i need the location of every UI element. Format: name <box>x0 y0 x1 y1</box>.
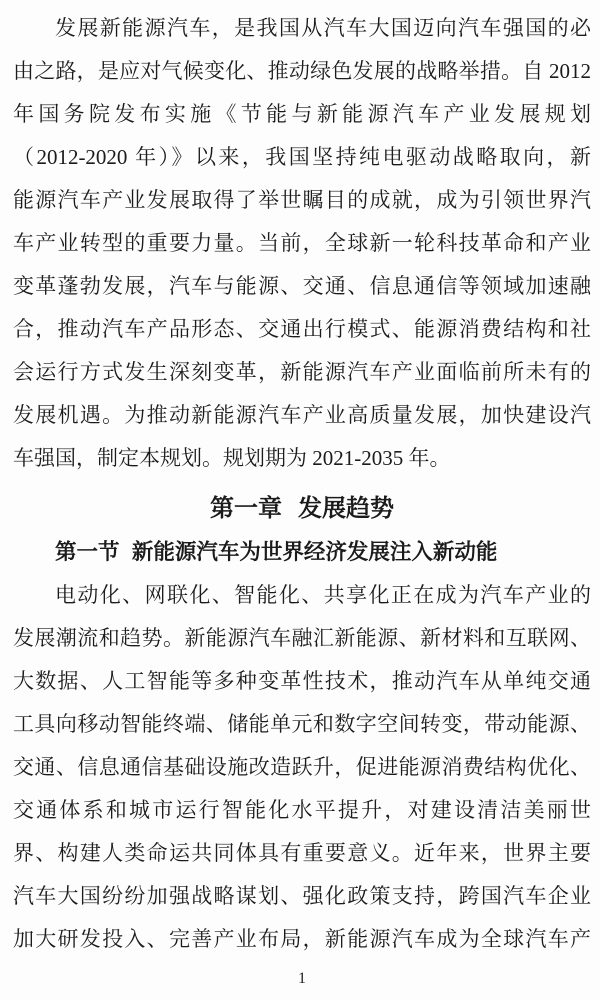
paragraph-line: 电动化、网联化、智能化、共享化正在成为汽车产业的 <box>55 583 591 607</box>
paragraph-line: 发展潮流和趋势。新能源汽车融汇新能源、新材料和互联网、 <box>13 626 591 650</box>
page-number: 1 <box>298 970 306 987</box>
paragraph-line: 合，推动汽车产品形态、交通出行模式、能源消费结构和社 <box>13 317 591 341</box>
paragraph-line: 年国务院发布实施《节能与新能源汽车产业发展规划 <box>13 102 591 126</box>
paragraph-intro <box>13 7 591 480</box>
paragraph-line: 发展新能源汽车，是我国从汽车大国迈向汽车强国的必 <box>55 16 591 40</box>
paragraph-line: 大数据、人工智能等多种变革性技术，推动汽车从单纯交通 <box>13 669 591 693</box>
chapter-heading: 第一章 发展趋势 <box>210 496 394 522</box>
paragraph-line: 能源汽车产业发展取得了举世瞩目的成就，成为引领世界汽 <box>13 188 591 212</box>
paragraph-line: 车强国，制定本规划。规划期为 2021-2035 年。 <box>13 446 451 470</box>
paragraph-line: （2012-2020 年）》以来，我国坚持纯电驱动战略取向，新 <box>13 145 591 169</box>
paragraph-line: 车产业转型的重要力量。当前，全球新一轮科技革命和产业 <box>13 231 591 255</box>
paragraph-line: 汽车大国纷纷加强战略谋划、强化政策支持，跨国汽车企业 <box>13 884 591 908</box>
paragraph-line: 变革蓬勃发展，汽车与能源、交通、信息通信等领域加速融 <box>13 274 591 298</box>
paragraph-line: 会运行方式发生深刻变革，新能源汽车产业面临前所未有的 <box>13 360 591 384</box>
paragraph-section-body <box>13 574 591 961</box>
paragraph-line: 工具向移动智能终端、储能单元和数字空间转变，带动能源、 <box>13 712 591 736</box>
paragraph-line: 交通、信息通信基础设施改造跃升，促进能源消费结构优化、 <box>13 755 591 779</box>
section-heading: 第一节 新能源汽车为世界经济发展注入新动能 <box>55 540 498 564</box>
paragraph-line: 由之路，是应对气候变化、推动绿色发展的战略举措。自 2012 <box>13 59 591 83</box>
paragraph-line: 界、构建人类命运共同体具有重要意义。近年来，世界主要 <box>13 841 591 865</box>
paragraph-line: 加大研发投入、完善产业布局，新能源汽车成为全球汽车产 <box>13 927 591 951</box>
paragraph-line: 发展机遇。为推动新能源汽车产业高质量发展，加快建设汽 <box>13 403 591 427</box>
paragraph-line: 交通体系和城市运行智能化水平提升，对建设清洁美丽世 <box>13 798 591 822</box>
